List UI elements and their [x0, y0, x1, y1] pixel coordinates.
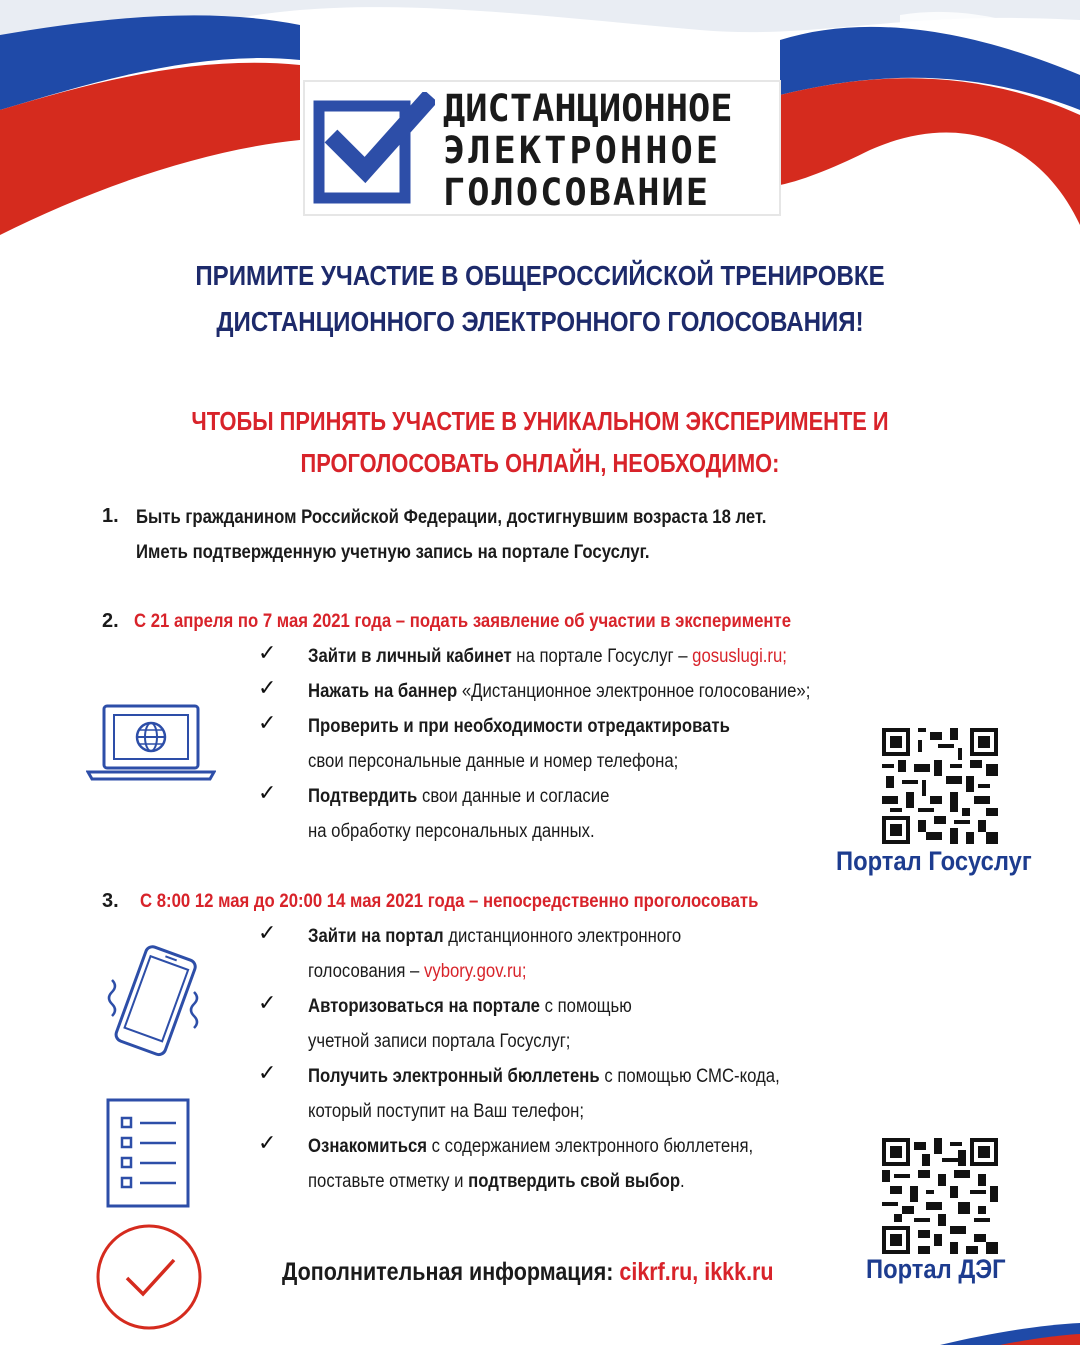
item-text: дистанционного электронного: [443, 926, 682, 947]
qr-code-gosuslugi[interactable]: [882, 728, 998, 844]
checkmark-circle-icon: [94, 1222, 204, 1332]
additional-info-links[interactable]: cikrf.ru, ikkk.ru: [619, 1258, 774, 1286]
item-text: на портале Госуслуг –: [511, 646, 693, 667]
logo-line-3: ГОЛОСОВАНИЕ: [443, 171, 711, 214]
logo-line-1: ДИСТАНЦИОННОЕ: [443, 87, 733, 130]
item-bold: Зайти в личный кабинет: [308, 646, 512, 667]
additional-info: [282, 1258, 774, 1287]
laptop-globe-icon: [86, 702, 216, 782]
item-text: свои данные и согласие: [417, 786, 610, 807]
main-headline: [76, 253, 1005, 345]
checkmark-icon: ✓: [258, 780, 277, 805]
sub-headline: [86, 400, 993, 484]
item-line-2: свои персональные данные и номер телефона;: [308, 751, 679, 772]
step-2-number: 2.: [102, 610, 119, 632]
item-bold: Нажать на баннер: [308, 681, 458, 702]
item-text: с содержанием электронного бюллетеня,: [427, 1136, 754, 1157]
step-3-number: 3.: [102, 890, 119, 912]
checkmark-icon: ✓: [258, 1130, 277, 1155]
item-line-2a: поставьте отметку и: [308, 1171, 469, 1192]
step-1-number: 1.: [102, 505, 119, 527]
logo-text: [443, 88, 777, 214]
step-3-item-3: [308, 1059, 780, 1129]
item-text: с помощью СМС-кода,: [599, 1066, 780, 1087]
item-line-2: учетной записи портала Госуслуг;: [308, 1031, 571, 1052]
item-bold: Проверить и при необходимости отредактировать: [308, 716, 730, 737]
step-2-item-4: [308, 779, 609, 849]
item-line-2-bold: подтвердить свой выбор: [468, 1171, 681, 1192]
main-headline-line-2: ДИСТАНЦИОННОГО ЭЛЕКТРОННОГО ГОЛОСОВАНИЯ!: [216, 306, 864, 337]
qr-label-gosuslugi: Портал Госуслуг: [836, 846, 1032, 876]
deg-logo: [303, 80, 781, 216]
checkmark-icon: ✓: [258, 920, 277, 945]
step-2-item-2: [308, 674, 810, 709]
item-text: с помощью: [539, 996, 632, 1017]
sub-headline-line-2: ПРОГОЛОСОВАТЬ ОНЛАЙН, НЕОБХОДИМО:: [300, 448, 780, 478]
flag-corner-decoration: [880, 1315, 1080, 1345]
checkmark-icon: ✓: [258, 640, 277, 665]
step-2-item-3: [308, 709, 730, 779]
smartphone-icon: [98, 940, 208, 1070]
item-line-2: который поступит на Ваш телефон;: [308, 1101, 585, 1122]
sub-headline-line-1: ЧТОБЫ ПРИНЯТЬ УЧАСТИЕ В УНИКАЛЬНОМ ЭКСПЕРИМЕНТЕ И: [191, 406, 889, 436]
checklist-icon: [106, 1098, 190, 1208]
item-line-2: голосования –: [308, 961, 424, 982]
item-bold: Получить электронный бюллетень: [308, 1066, 600, 1087]
item-bold: Авторизоваться на портале: [308, 996, 540, 1017]
checkbox-logo-icon: [313, 92, 435, 206]
step-2-title: С 21 апреля по 7 мая 2021 года – подать заявление об участии в эксперименте: [134, 611, 792, 632]
checkmark-icon: ✓: [258, 710, 277, 735]
gosuslugi-link[interactable]: gosuslugi.ru;: [692, 646, 787, 667]
item-bold: Зайти на портал: [308, 926, 444, 947]
item-text: «Дистанционное электронное голосование»;: [457, 681, 811, 702]
item-bold: Подтвердить: [308, 786, 418, 807]
step-3-title: С 8:00 12 мая до 20:00 14 мая 2021 года – непосредственно проголосовать: [140, 891, 759, 912]
vybory-link[interactable]: vybory.gov.ru;: [423, 961, 527, 982]
step-1-line-2: Иметь подтвержденную учетную запись на портале Госуслуг.: [136, 542, 650, 563]
step-3-item-1: [308, 919, 681, 989]
logo-line-2: ЭЛЕКТРОННОЕ: [443, 129, 722, 172]
item-line-2b: .: [680, 1171, 685, 1192]
checkmark-icon: ✓: [258, 1060, 277, 1085]
step-1-line-1: Быть гражданином Российской Федерации, достигнувшим возраста 18 лет.: [136, 507, 767, 528]
checkmark-icon: ✓: [258, 990, 277, 1015]
main-headline-line-1: ПРИМИТЕ УЧАСТИЕ В ОБЩЕРОССИЙСКОЙ ТРЕНИРОВКЕ: [195, 260, 885, 291]
step-3-item-2: [308, 989, 632, 1059]
step-2-item-1: [308, 639, 787, 674]
step-1-text: [136, 500, 766, 570]
item-line-2: на обработку персональных данных.: [308, 821, 595, 842]
step-3-item-4: [308, 1129, 753, 1199]
item-bold: Ознакомиться: [308, 1136, 428, 1157]
qr-code-deg[interactable]: [882, 1138, 998, 1254]
checkmark-icon: ✓: [258, 675, 277, 700]
additional-info-label: Дополнительная информация:: [282, 1258, 620, 1286]
qr-label-deg: Портал ДЭГ: [866, 1254, 1006, 1284]
